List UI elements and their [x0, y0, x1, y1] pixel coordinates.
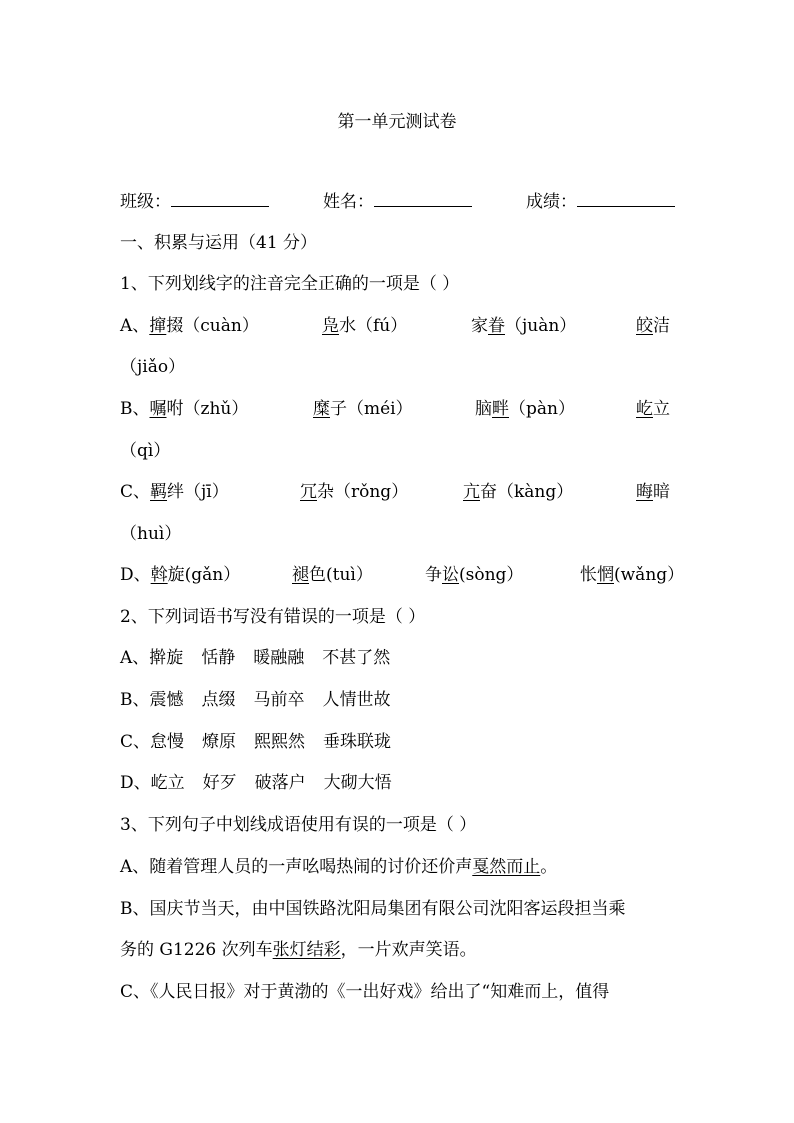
q1-option-c-4: 晦暗: [636, 482, 670, 502]
page-title: 第一单元测试卷: [337, 112, 457, 132]
q1-option-d-2: 褪色(tuì）: [292, 565, 373, 585]
q1-option-a-4: 皎洁: [636, 316, 670, 336]
q2-option-b: B、震憾 点缀 马前卒 人情世故: [120, 690, 391, 710]
q1-option-b-cont: （qì）: [120, 441, 171, 461]
q1-option-b-4: 屹立: [636, 399, 670, 419]
q1-option-c-cont: （huì）: [120, 524, 182, 544]
name-label: 姓名：: [323, 192, 374, 212]
q1-option-c-3: 亢奋（kàng）: [463, 482, 574, 502]
q1-option-c: C、羁绊（jī）: [120, 482, 229, 502]
q1-option-a-3: 家眷（juàn）: [471, 316, 577, 336]
name-blank[interactable]: [374, 190, 472, 207]
q2-option-c: C、怠慢 燎原 熙熙然 垂珠联珑: [120, 732, 392, 752]
q1-option-d-3: 争讼(sòng）: [425, 565, 524, 585]
q3-option-b: B、国庆节当天，由中国铁路沈阳局集团有限公司沈阳客运段担当乘: [120, 899, 626, 919]
q3-option-a: A、随着管理人员的一声吆喝热闹的讨价还价声戛然而止。: [120, 857, 558, 877]
q1-option-a: A、撺掇（cuàn）: [120, 316, 259, 336]
q1-stem: 1、下列划线字的注音完全正确的一项是（ ）: [120, 274, 460, 294]
score-blank[interactable]: [577, 190, 675, 207]
q2-option-d: D、屹立 好歹 破落户 大砌大悟: [120, 773, 392, 793]
q3-option-b-cont: 务的 G1226 次列车张灯结彩，一片欢声笑语。: [120, 940, 477, 960]
q3-option-c: C、《人民日报》对于黄渤的《一出好戏》给出了“知难而上，值得: [120, 982, 610, 1002]
score-label: 成绩：: [526, 192, 577, 212]
q1-option-b: B、嘱咐（zhǔ）: [120, 399, 249, 419]
class-blank[interactable]: [171, 190, 269, 207]
q2-stem: 2、下列词语书写没有错误的一项是（ ）: [120, 607, 426, 627]
q1-option-b-2: 糜子（méi）: [313, 399, 413, 419]
section-heading: 一、积累与运用（41 分）: [120, 233, 318, 253]
q1-option-a-2: 凫水（fú）: [322, 316, 408, 336]
q3-stem: 3、下列句子中划线成语使用有误的一项是（ ）: [120, 815, 477, 835]
score-field: [526, 190, 675, 213]
name-field: [323, 190, 472, 213]
q1-option-d-4: 怅惘(wǎng）: [580, 565, 685, 585]
q1-option-c-2: 冗杂（rǒng）: [300, 482, 409, 502]
q2-option-a: A、擀旋 恬静 暖融融 不甚了然: [120, 648, 391, 668]
q1-option-b-3: 脑畔（pàn）: [475, 399, 575, 419]
class-field: [120, 190, 269, 213]
class-label: 班级：: [120, 192, 171, 212]
q1-option-a-cont: （jiǎo）: [120, 357, 186, 377]
q1-option-d: D、斡旋(gǎn）: [120, 565, 241, 585]
